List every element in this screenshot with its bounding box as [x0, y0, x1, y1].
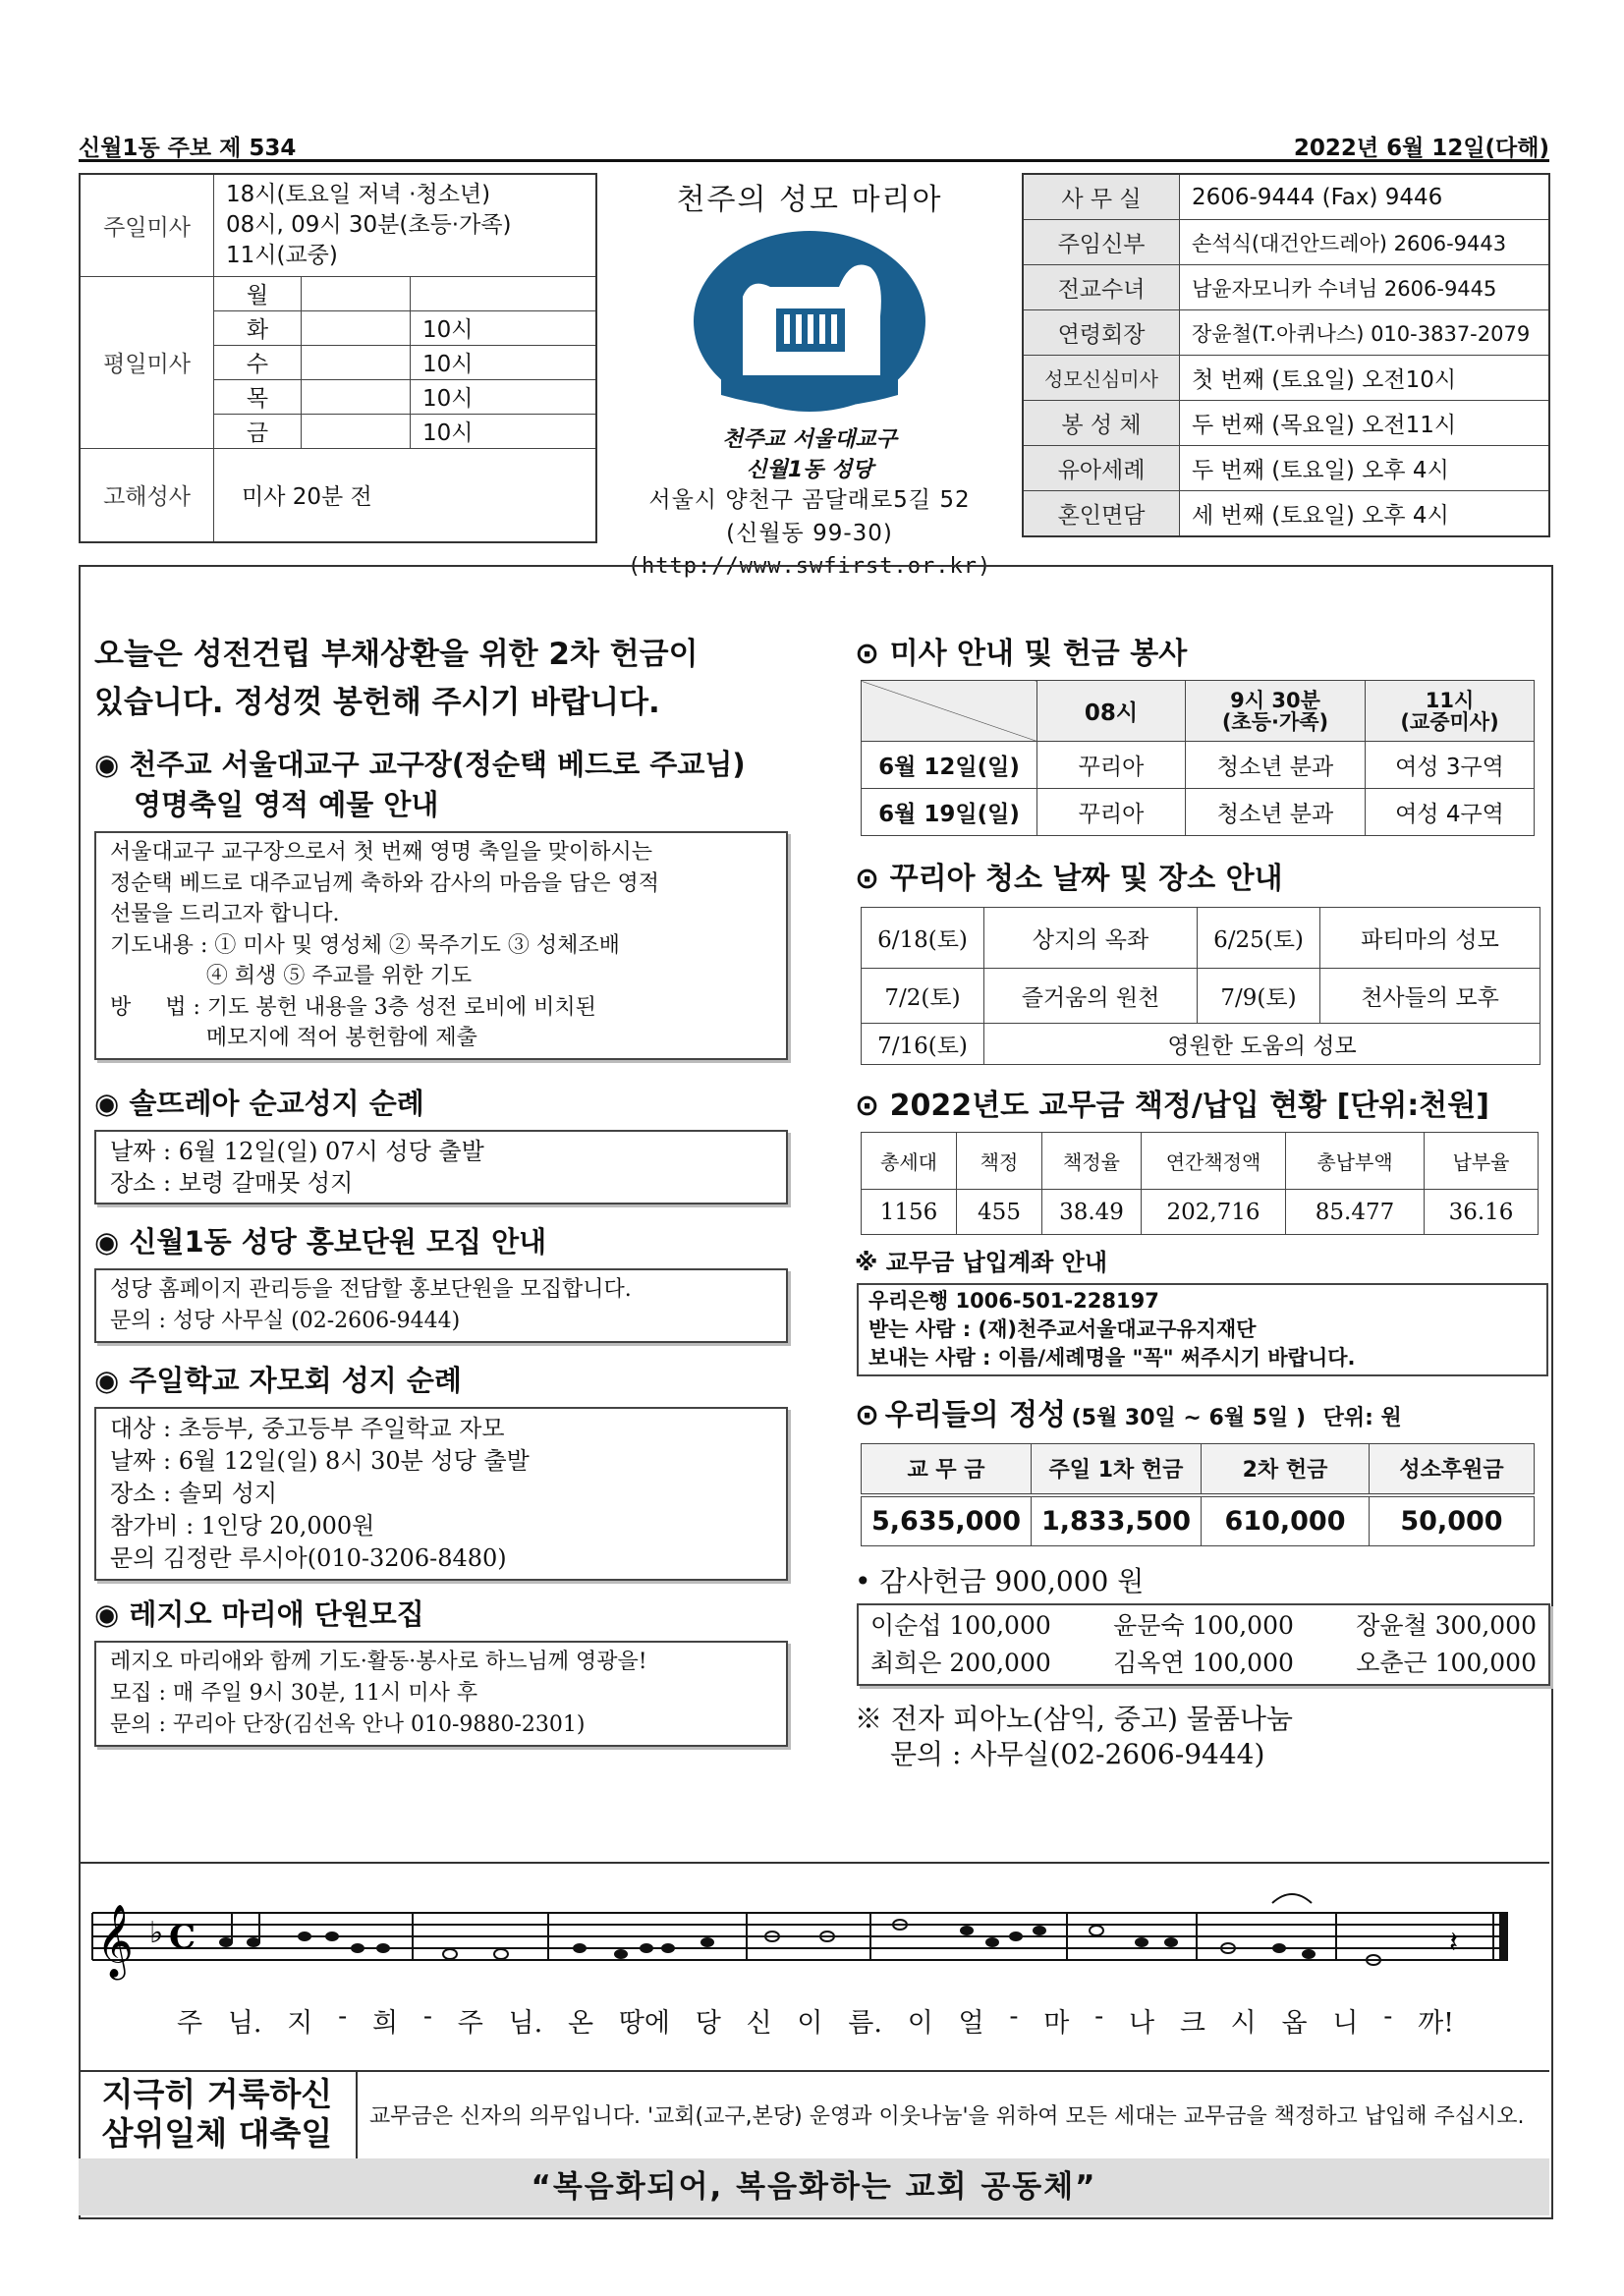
dues-notice: 교무금은 신자의 의무입니다. '교회(교구,본당) 운영과 이웃나눔'을 위하여 모든 세대는 교무금을 책정하고 납입해 주십시오. — [369, 2103, 1525, 2129]
bullet-icon: ◉ — [94, 1224, 120, 1259]
pilgrimage-box — [94, 1130, 788, 1204]
box-line: 대상 : 초등부, 중고등부 주일학교 자모 — [110, 1414, 505, 1442]
weekday-time: 10시 — [411, 414, 597, 448]
box-line: ④ 희생 ⑤ 주교를 위한 기도 — [110, 964, 473, 988]
feast-title-box — [79, 2070, 358, 2158]
section-title: ⊙ 꾸리아 청소 날짜 및 장소 안내 — [855, 862, 1283, 896]
circle-dot-icon: ⊙ — [855, 862, 880, 896]
weekday-mass-label: 평일미사 — [80, 276, 214, 448]
column-header: 주일 1차 헌금 — [1032, 1444, 1202, 1495]
box-line: 방 법 : 기도 봉헌 내용을 3층 성전 로비에 비치된 — [110, 994, 596, 1020]
cleaning-schedule-table — [861, 907, 1540, 1065]
account-info-box — [857, 1283, 1548, 1376]
office-value: 첫 번째 (토요일) 오전10시 — [1180, 356, 1550, 401]
bullet-icon: ◉ — [94, 1363, 120, 1397]
office-key: 사 무 실 — [1023, 174, 1180, 220]
section-title: ◉ 신월1동 성당 홍보단원 모집 안내 — [94, 1224, 547, 1259]
office-key: 전교수녀 — [1023, 265, 1180, 310]
section-subtitle: 영명축일 영적 예물 안내 — [134, 788, 439, 821]
promotion-team-box — [94, 1268, 788, 1343]
section-title: ◉ 천주교 서울대교구 교구장(정순택 베드로 주교님) — [94, 748, 746, 781]
feast-title: 삼위일체 대축일 — [101, 2114, 333, 2153]
box-line: 서울대교구 교구장으로서 첫 번째 영명 축일을 맞이하시는 — [110, 840, 653, 865]
issue-date: 2022년 6월 12일(다해) — [1293, 136, 1549, 161]
box-line: 날짜 : 6월 12일(일) 8시 30분 성당 출발 — [110, 1446, 530, 1475]
thanksgiving-title: • 감사헌금 900,000 원 — [855, 1565, 1145, 1597]
office-key: 성모신심미사 — [1023, 356, 1180, 401]
amount-cell: 610,000 — [1202, 1495, 1370, 1546]
section-title: ◉ 솔뜨레아 순교성지 순례 — [94, 1086, 424, 1120]
donor-row: 이순섭 100,000 윤문숙 100,000 장윤철 300,000 — [870, 1611, 1537, 1640]
svg-text:𝄽: 𝄽 — [1449, 1926, 1459, 1960]
feast-banner — [79, 2070, 1549, 2160]
table-cell: 여성 4구역 — [1366, 789, 1535, 836]
column-header: 총납부액 — [1286, 1133, 1425, 1190]
date-cell: 6/25(토) — [1198, 908, 1320, 969]
bulletin-header — [79, 130, 1549, 162]
column-header: 성소후원금 — [1370, 1444, 1535, 1495]
box-line: 장소 : 보령 갈매못 성지 — [110, 1168, 354, 1197]
box-line: 문의 김정란 루시아(010-3206-8480) — [110, 1543, 507, 1572]
box-line: 참가비 : 1인당 20,000원 — [110, 1511, 375, 1540]
mass-service-table — [861, 680, 1535, 836]
column-header: 연간책정액 — [1142, 1133, 1286, 1190]
box-line: 문의 : 꾸리아 단장(김선옥 안나 010-9880-2301) — [110, 1711, 586, 1737]
svg-text:𝄞: 𝄞 — [96, 1905, 134, 1978]
office-key: 혼인면담 — [1023, 491, 1180, 537]
box-line: 기도내용 : ① 미사 및 영성체 ② 묵주기도 ③ 성체조배 — [110, 932, 620, 958]
column-header: 총세대 — [862, 1133, 957, 1190]
table-cell: 꾸리아 — [1037, 742, 1186, 789]
amount-cell: 5,635,000 — [862, 1495, 1032, 1546]
office-key: 유아세례 — [1023, 446, 1180, 491]
date-cell: 6월 12일(일) — [862, 742, 1037, 789]
office-value: 장윤철(T.아퀴나스) 010-3837-2079 — [1180, 310, 1550, 356]
bullet-icon: ◉ — [94, 1086, 120, 1120]
church-website-link[interactable]: (http://www.swfirst.or.kr) — [627, 554, 992, 579]
column-header: 08시 — [1037, 681, 1186, 742]
place-cell: 파티마의 성모 — [1320, 908, 1540, 969]
amount-cell: 50,000 — [1370, 1495, 1535, 1546]
feast-title: 지극히 거룩하신 — [101, 2075, 333, 2113]
weekday-day: 금 — [214, 414, 302, 448]
confession-value: 미사 20분 전 — [214, 448, 597, 542]
legio-mariae-box — [94, 1641, 788, 1747]
box-line: 메모지에 적어 봉헌함에 제출 — [110, 1026, 477, 1050]
office-key: 연령회장 — [1023, 310, 1180, 356]
mass-schedule-table — [79, 173, 597, 543]
table-cell: 꾸리아 — [1037, 789, 1186, 836]
weekday-day: 수 — [214, 345, 302, 379]
date-cell: 6월 19일(일) — [862, 789, 1037, 836]
box-line: 모집 : 매 주일 9시 30분, 11시 미사 후 — [110, 1680, 478, 1706]
table-cell: 여성 3구역 — [1366, 742, 1535, 789]
bishop-feast-box — [94, 831, 788, 1060]
box-line: 정순택 베드로 대주교님께 축하와 감사의 마음을 담은 영적 — [110, 870, 660, 896]
column-header: 2차 헌금 — [1202, 1444, 1370, 1495]
office-value: 세 번째 (토요일) 오후 4시 — [1180, 491, 1550, 537]
place-cell: 천사들의 모후 — [1320, 969, 1540, 1024]
date-cell: 7/16(토) — [862, 1024, 984, 1065]
info-column — [855, 629, 1542, 1772]
donor-row: 최희은 200,000 김옥연 100,000 오춘근 100,000 — [870, 1649, 1537, 1677]
office-value: 손석식(대건안드레아) 2606-9443 — [1180, 220, 1550, 265]
box-line: 날짜 : 6월 12일(일) 07시 성당 출발 — [110, 1137, 484, 1165]
box-line: 장소 : 솔뫼 성지 — [110, 1479, 278, 1507]
office-value: 남윤자모니카 수녀님 2606-9445 — [1180, 265, 1550, 310]
table-cell: 38.49 — [1042, 1190, 1142, 1235]
dues-status-table — [861, 1132, 1539, 1235]
table-cell: 85.477 — [1286, 1190, 1425, 1235]
column-header: 납부율 — [1425, 1133, 1539, 1190]
amount-cell: 1,833,500 — [1032, 1495, 1202, 1546]
church-address: 서울시 양천구 곰달래로5길 52 — [648, 487, 971, 513]
column-header: 책정 — [957, 1133, 1042, 1190]
weekday-day: 목 — [214, 379, 302, 414]
table-cell: 청소년 분과 — [1186, 742, 1366, 789]
column-header: 교 무 금 — [862, 1444, 1032, 1495]
box-line: 문의 : 성당 사무실 (02-2606-9444) — [110, 1308, 461, 1333]
announcements-column — [94, 629, 802, 1747]
circle-dot-icon: ⊙ — [855, 1089, 880, 1123]
piano-notice: ※ 전자 피아노(삼익, 중고) 물품나눔 문의 : 사무실(02-2606-9444) — [855, 1703, 1293, 1770]
box-line: 받는 사람 : (재)천주교서울대교구유지재단 — [868, 1317, 1257, 1341]
sunday-mass-line: 08시, 09시 30분(초등·가족) — [226, 211, 512, 238]
hymn-score — [79, 1862, 1549, 2072]
box-line: 성당 홈페이지 관리등을 전담할 홍보단원을 모집합니다. — [110, 1276, 632, 1302]
office-key: 봉 성 체 — [1023, 401, 1180, 446]
weekday-day: 화 — [214, 310, 302, 345]
place-cell: 즐거움의 원천 — [984, 969, 1198, 1024]
account-note: ※ 교무금 납입계좌 안내 — [855, 1249, 1108, 1276]
date-cell: 6/18(토) — [862, 908, 984, 969]
church-emblem-icon — [692, 228, 927, 415]
parish-slogan: “복음화되어, 복음화하는 교회 공동체” — [79, 2158, 1549, 2215]
weekday-time: 10시 — [411, 345, 597, 379]
svg-text:♭: ♭ — [149, 1916, 164, 1950]
headline: 있습니다. 정성껏 봉헌해 주시기 바랍니다. — [94, 685, 660, 720]
section-title: ⊙ 우리들의 정성 (5월 30일 ~ 6월 5일 ) 단위: 원 — [855, 1398, 1402, 1432]
confession-label: 고해성사 — [80, 448, 214, 542]
date-cell: 7/2(토) — [862, 969, 984, 1024]
section-title: ⊙ 2022년도 교무금 책정/납입 현황 [단위:천원] — [855, 1089, 1489, 1123]
circle-dot-icon: ⊙ — [855, 1398, 880, 1432]
circle-dot-icon: ⊙ — [855, 637, 880, 671]
sunday-mass-line: 18시(토요일 저녁 ·청소년) — [226, 181, 491, 207]
office-value: 두 번째 (토요일) 오후 4시 — [1180, 446, 1550, 491]
column-header: 책정율 — [1042, 1133, 1142, 1190]
column-header: 9시 30분 (초등·가족) — [1186, 681, 1366, 742]
diagonal-header-cell — [862, 681, 1037, 742]
office-key: 주임신부 — [1023, 220, 1180, 265]
church-patron-title: 천주의 성모 마리아 — [676, 183, 943, 217]
offering-table — [861, 1443, 1535, 1546]
office-value: 두 번째 (목요일) 오전11시 — [1180, 401, 1550, 446]
table-cell: 202,716 — [1142, 1190, 1286, 1235]
table-cell: 455 — [957, 1190, 1042, 1235]
sunday-mass-label: 주일미사 — [80, 174, 214, 276]
church-address-old: (신월동 99-30) — [726, 521, 893, 546]
column-header: 11시 (교중미사) — [1366, 681, 1535, 742]
hymn-lyrics: 주 님. 지 - 희 - 주 님. 온 땅에 당 신 이 름. 이 얼 - 마 - 나 크 시 옵 니 - 까! — [177, 2001, 1454, 2039]
weekday-day: 월 — [214, 276, 302, 310]
svg-text:C: C — [169, 1918, 196, 1957]
date-cell: 7/9(토) — [1198, 969, 1320, 1024]
sunday-mass-line: 11시(교중) — [226, 242, 338, 268]
weekday-time: 10시 — [411, 310, 597, 345]
thanksgiving-box — [857, 1603, 1550, 1686]
box-line: 우리은행 1006-501-228197 — [868, 1289, 1159, 1313]
church-name-script: 신월1동 성당 — [746, 458, 873, 482]
section-title: ◉ 레지오 마리애 단원모집 — [94, 1596, 424, 1631]
bullet-icon: ◉ — [94, 748, 120, 781]
issue-number: 신월1동 주보 제 534 — [79, 136, 297, 161]
place-cell: 영원한 도움의 성모 — [984, 1024, 1540, 1065]
headline: 오늘은 성전건립 부채상환을 위한 2차 헌금이 — [94, 637, 699, 672]
table-cell: 청소년 분과 — [1186, 789, 1366, 836]
weekday-time — [411, 276, 597, 310]
church-name-script: 천주교 서울대교구 — [722, 427, 897, 452]
section-title: ⊙ 미사 안내 및 헌금 봉사 — [855, 637, 1188, 671]
office-value: 2606-9444 (Fax) 9446 — [1180, 174, 1550, 220]
weekday-time: 10시 — [411, 379, 597, 414]
bullet-icon: ◉ — [94, 1596, 120, 1631]
box-line: 레지오 마리애와 함께 기도·활동·봉사로 하느님께 영광을! — [110, 1649, 647, 1674]
table-cell: 36.16 — [1425, 1190, 1539, 1235]
box-line: 선물을 드리고자 합니다. — [110, 902, 340, 926]
sunday-school-box — [94, 1407, 788, 1581]
table-cell: 1156 — [862, 1190, 957, 1235]
place-cell: 상지의 옥좌 — [984, 908, 1198, 969]
box-line: 보내는 사람 : 이름/세례명을 "꼭" 써주시기 바랍니다. — [868, 1346, 1356, 1370]
office-contact-table — [1022, 173, 1550, 537]
section-title: ◉ 주일학교 자모회 성지 순례 — [94, 1363, 462, 1397]
church-logo-block — [607, 173, 1012, 579]
